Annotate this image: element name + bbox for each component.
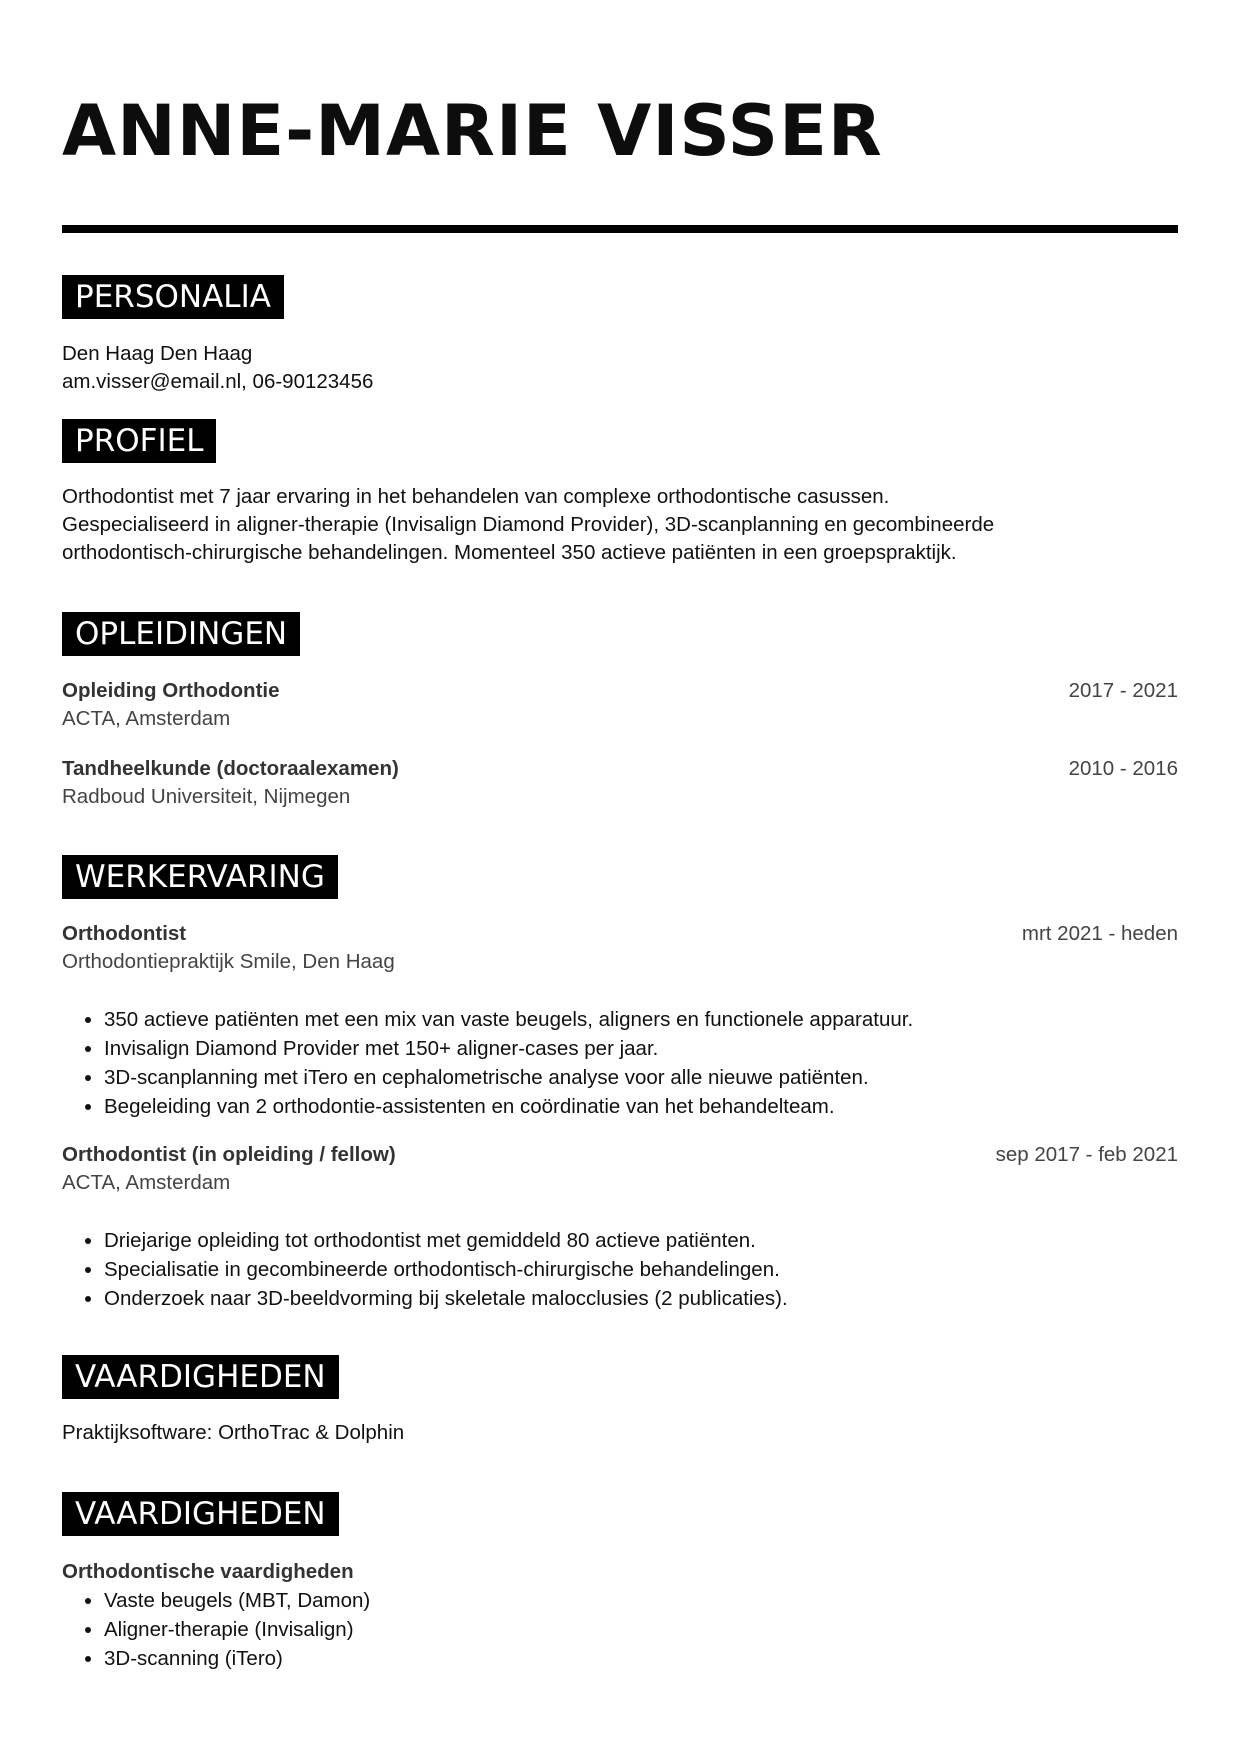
job-employer: ACTA, Amsterdam xyxy=(62,1171,231,1194)
education-date: 2017 - 2021 xyxy=(1068,679,1178,702)
job-entry xyxy=(62,1141,1178,1197)
job-bullet: • Invisalign Diamond Provider met 150+ aligner-cases per jaar. xyxy=(104,1034,913,1063)
job-bullet: • Driejarige opleiding tot orthodontist met gemiddeld 80 actieve patiënten. xyxy=(104,1226,788,1255)
education-institution: Radboud Universiteit, Nijmegen xyxy=(62,785,351,808)
skill-item: • Aligner-therapie (Invisalign) xyxy=(104,1615,370,1644)
job-title: Orthodontist xyxy=(62,922,187,945)
job-entry xyxy=(62,920,1178,976)
skills-list xyxy=(62,1586,370,1673)
education-entry xyxy=(62,677,1178,733)
job-employer: Orthodontiepraktijk Smile, Den Haag xyxy=(62,950,395,973)
software-skills: Praktijksoftware: OrthoTrac & Dolphin xyxy=(62,1421,405,1444)
education-entry xyxy=(62,755,1178,811)
section-heading-opleidingen: OPLEIDINGEN xyxy=(62,612,300,656)
candidate-name: ANNE-MARIE VISSER xyxy=(62,90,883,172)
profile-line: Gespecialiseerd in aligner-therapie (Invisalign Diamond Provider), 3D-scanplanning en gecombineerde xyxy=(62,513,995,536)
profile-line: orthodontisch-chirurgische behandelingen. Momenteel 350 actieve patiënten in een groepspraktijk. xyxy=(62,541,957,564)
job-title: Orthodontist (in opleiding / fellow) xyxy=(62,1143,396,1166)
education-title: Opleiding Orthodontie xyxy=(62,679,280,702)
personalia-location: Den Haag Den Haag xyxy=(62,342,253,365)
section-heading-werkervaring: WERKERVARING xyxy=(62,855,338,899)
job-bullets xyxy=(62,1226,788,1313)
job-bullet: • Onderzoek naar 3D-beeldvorming bij skeletale malocclusies (2 publicaties). xyxy=(104,1284,788,1313)
job-bullet: • Specialisatie in gecombineerde orthodontisch-chirurgische behandelingen. xyxy=(104,1255,788,1284)
education-institution: ACTA, Amsterdam xyxy=(62,707,231,730)
job-bullet: • 3D-scanplanning met iTero en cephalometrische analyse voor alle nieuwe patiënten. xyxy=(104,1063,913,1092)
profile-line: Orthodontist met 7 jaar ervaring in het behandelen van complexe orthodontische casussen. xyxy=(62,485,890,508)
header-divider xyxy=(62,225,1178,233)
education-title: Tandheelkunde (doctoraalexamen) xyxy=(62,757,399,780)
section-heading-profiel: PROFIEL xyxy=(62,419,216,463)
personalia-contact: am.visser@email.nl, 06-90123456 xyxy=(62,370,374,393)
section-heading-vaardigheden: VAARDIGHEDEN xyxy=(62,1355,339,1399)
skill-item: • 3D-scanning (iTero) xyxy=(104,1644,370,1673)
job-bullet: • 350 actieve patiënten met een mix van vaste beugels, aligners en functionele apparatuur. xyxy=(104,1005,913,1034)
section-heading-vaardigheden: VAARDIGHEDEN xyxy=(62,1492,339,1536)
skill-item: • Vaste beugels (MBT, Damon) xyxy=(104,1586,370,1615)
job-bullets xyxy=(62,1005,913,1121)
job-date: sep 2017 - feb 2021 xyxy=(995,1143,1178,1166)
skills-subtitle: Orthodontische vaardigheden xyxy=(62,1560,354,1583)
section-heading-personalia: PERSONALIA xyxy=(62,275,284,319)
job-bullet: • Begeleiding van 2 orthodontie-assistenten en coördinatie van het behandelteam. xyxy=(104,1092,913,1121)
job-date: mrt 2021 - heden xyxy=(1021,922,1178,945)
education-date: 2010 - 2016 xyxy=(1068,757,1178,780)
profile-summary xyxy=(62,483,1162,567)
